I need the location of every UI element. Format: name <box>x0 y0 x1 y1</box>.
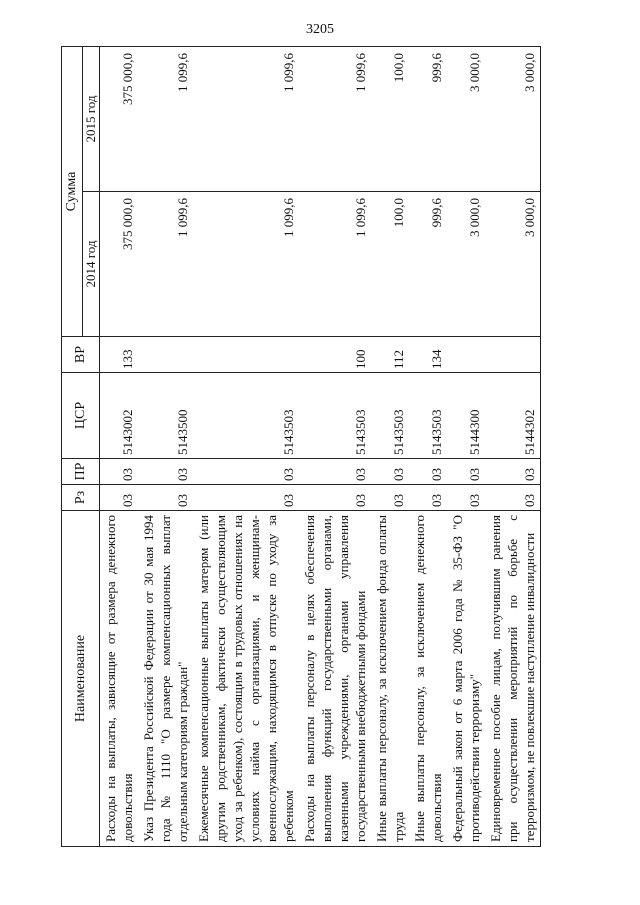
row-csr: 5143503 <box>299 373 371 459</box>
row-csr: 5143503 <box>371 373 409 459</box>
row-name: Расходы на выплаты, зависящие от размера денежного довольствия <box>100 511 139 847</box>
row-vr <box>138 337 193 373</box>
row-vr: 133 <box>100 337 139 373</box>
row-csr: 5143503 <box>409 373 447 459</box>
table-row <box>193 47 299 847</box>
row-vr: 100 <box>299 337 371 373</box>
row-2014: 375 000,0 <box>100 192 139 337</box>
row-csr: 5143002 <box>100 373 139 459</box>
row-2015: 100,0 <box>371 47 409 192</box>
row-2015: 3 000,0 <box>485 47 541 192</box>
row-2015: 1 099,6 <box>138 47 193 192</box>
row-rz: 03 <box>100 485 139 511</box>
table-row <box>447 47 485 847</box>
row-2015: 1 099,6 <box>193 47 299 192</box>
row-pr: 03 <box>299 459 371 485</box>
table-row <box>299 47 371 847</box>
row-rz: 03 <box>193 485 299 511</box>
row-rz: 03 <box>409 485 447 511</box>
row-2014: 3 000,0 <box>447 192 485 337</box>
page-number: 3205 <box>306 22 334 37</box>
header-year-2014: 2014 год <box>83 192 100 337</box>
row-pr: 03 <box>409 459 447 485</box>
row-2015: 999,6 <box>409 47 447 192</box>
row-name: Единовременное пособие лицам, получившим ранения при осуществлении мероприятий по борьбе с терроризмом, не повлекшие наступление инвалидности <box>485 511 541 847</box>
row-name: Ежемесячные компенсационные выплаты матерям (или другим родственникам, фактически осуществляющим уход за ребенком), состоящим в трудовых отношениях на условиях найма с организациями, и женщинам-военнослужащим, находящимся в отпуске по уходу за ребенком <box>193 511 299 847</box>
row-rz: 03 <box>371 485 409 511</box>
header-year-2015: 2015 год <box>83 47 100 192</box>
header-pr: ПР <box>62 459 100 485</box>
row-2014: 1 099,6 <box>193 192 299 337</box>
table-row <box>371 47 409 847</box>
row-rz: 03 <box>485 485 541 511</box>
table-row <box>485 47 541 847</box>
row-pr: 03 <box>138 459 193 485</box>
header-csr: ЦСР <box>62 373 100 459</box>
row-2015: 1 099,6 <box>299 47 371 192</box>
table-row <box>100 47 139 847</box>
row-vr: 134 <box>409 337 447 373</box>
row-pr: 03 <box>193 459 299 485</box>
row-vr <box>447 337 485 373</box>
table-row <box>409 47 447 847</box>
row-vr <box>193 337 299 373</box>
row-rz: 03 <box>447 485 485 511</box>
row-2014: 3 000,0 <box>485 192 541 337</box>
row-name: Федеральный закон от 6 марта 2006 года № 35-ФЗ "О противодействии терроризму" <box>447 511 485 847</box>
row-vr <box>485 337 541 373</box>
row-csr: 5144300 <box>447 373 485 459</box>
header-name: Наименование <box>62 511 100 847</box>
row-2014: 999,6 <box>409 192 447 337</box>
row-2015: 3 000,0 <box>447 47 485 192</box>
row-2014: 1 099,6 <box>299 192 371 337</box>
row-2015: 375 000,0 <box>100 47 139 192</box>
row-2014: 100,0 <box>371 192 409 337</box>
row-name: Иные выплаты персоналу, за исключением денежного довольствия <box>409 511 447 847</box>
row-name: Расходы на выплаты персоналу в целях обеспечения выполнения функций государственными органами, казенными учреждениями, органами управления государственными внебюджетными фондами <box>299 511 371 847</box>
row-pr: 03 <box>485 459 541 485</box>
row-csr: 5144302 <box>485 373 541 459</box>
table-row <box>138 47 193 847</box>
row-pr: 03 <box>100 459 139 485</box>
header-vr: ВР <box>62 337 100 373</box>
row-name: Указ Президента Российской Федерации от 30 мая 1994 года № 1110 "О размере компенсационных выплат отдельным категориям граждан" <box>138 511 193 847</box>
table-header <box>62 47 100 847</box>
row-2014: 1 099,6 <box>138 192 193 337</box>
row-pr: 03 <box>447 459 485 485</box>
row-rz: 03 <box>138 485 193 511</box>
row-csr: 5143500 <box>138 373 193 459</box>
rotated-budget-table-page <box>61 47 589 847</box>
row-name: Иные выплаты персоналу, за исключением фонда оплаты труда <box>371 511 409 847</box>
row-pr: 03 <box>371 459 409 485</box>
row-csr: 5143503 <box>193 373 299 459</box>
row-vr: 112 <box>371 337 409 373</box>
header-sum: Сумма <box>62 47 83 337</box>
header-rz: Рз <box>62 485 100 511</box>
budget-table <box>61 46 541 847</box>
row-rz: 03 <box>299 485 371 511</box>
